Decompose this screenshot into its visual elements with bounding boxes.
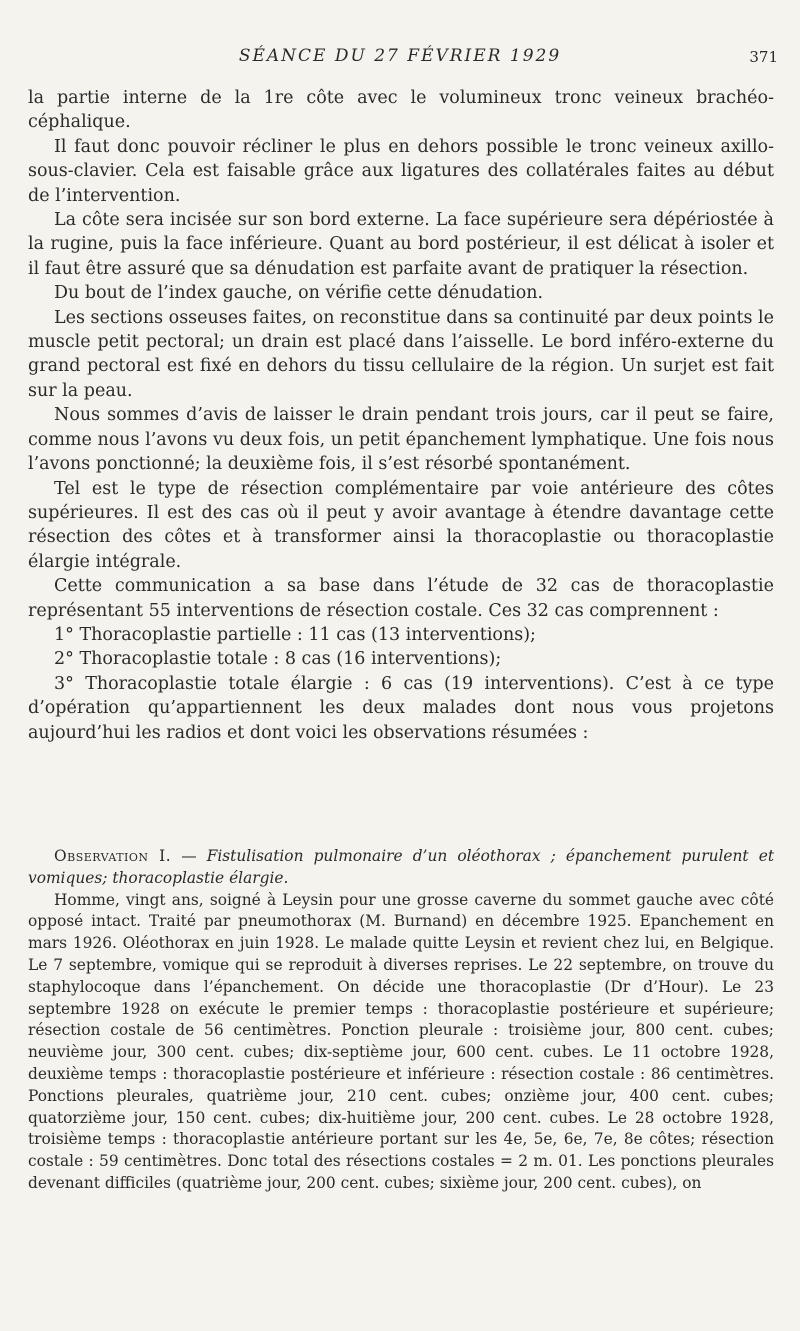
paragraph: la partie interne de la 1re côte avec le volumineux tronc veineux brachéo-céphalique. <box>28 88 774 133</box>
page-number: 371 <box>749 48 778 66</box>
paragraph: Tel est le type de résection complémentaire par voie antérieure des côtes supérieures. Il est des cas où il peut y avoir avantage à étendre davantage cette résection des côtes et à transformer ainsi la thoracoplastie ou thoracoplastie élargie intégrale. <box>28 478 774 572</box>
running-title: SÉANCE DU 27 FÉVRIER 1929 <box>238 46 562 66</box>
paragraph: Du bout de l’index gauche, on vérifie cette dénudation. <box>54 283 544 304</box>
observation-text: Homme, vingt ans, soigné à Leysin pour une grosse caverne du sommet gauche avec côté opposé intact. Traité par pneumothorax (M. Burnand) en décembre 1925. Epanchement en mars 1926. Oléothorax en juin 1928. Le malade quitte Leysin et revient chez lui, en Belgique. Le 7 septembre, vomique qui se reproduit à diverses reprises. Le 22 septembre, on trouve du staphylocoque dans l’épanchement. On décide une thoracoplastie (Dr d’Hour). Le 23 septembre 1928 on exécute le premier temps : thoracoplastie postérieure et supérieure; résection costale de 56 centimètres. Ponction pleurale : troisième jour, 800 cent. cubes; neuvième jour, 300 cent. cubes; dix-septième jour, 600 cent. cubes. Le 11 octobre 1928, deuxième temps : thoracoplastie postérieure et inférieure : résection costale : 86 centimètres. Ponctions pleurales, quatrième jour, 210 cent. cubes; onzième jour, 400 cent. cubes; quatorzième jour, 150 cent. cubes; dix-huitième jour, 200 cent. cubes. Le 28 octobre 1928, troisième temps : thoracoplastie antérieure portant sur les 4e, 5e, 6e, 7e, 8e côtes; résection costale : 59 centimètres. Donc total des résections costales = 2 m. 01. Les ponctions pleurales devenant difficiles (quatrième jour, 200 cent. cubes; sixième jour, 200 cent. cubes), on <box>28 890 774 1192</box>
paragraph: Cette communication a sa base dans l’étude de 32 cas de thoracoplastie représentant 55 interventions de résection costale. Ces 32 cas comprennent : <box>28 576 774 621</box>
paragraph: Nous sommes d’avis de laisser le drain pendant trois jours, car il peut se faire, comme nous l’avons vu deux fois, un petit épanchement lymphatique. Une fois nous l’avons ponctionné; la deuxième fois, il s’est résorbé spontanément. <box>28 405 774 475</box>
paragraph: Il faut donc pouvoir récliner le plus en dehors possible le tronc veineux axillo-sous-clavier. Cela est faisable grâce aux ligatures des collatérales faites au début de l’intervention. <box>28 136 774 206</box>
paragraph: La côte sera incisée sur son bord externe. La face supérieure sera dépériostée à la rugine, puis la face inférieure. Quant au bord postérieur, il est délicat à isoler et il faut être assuré que sa dénudation est parfaite avant de pratiquer la résection. <box>28 210 774 279</box>
list-item: 1° Thoracoplastie partielle : 11 cas (13 interventions); <box>54 624 536 645</box>
observation-heading <box>28 846 774 890</box>
main-text <box>28 86 774 745</box>
observation-dash: — <box>171 847 207 865</box>
observation-title: Fistulisation pulmonaire d’un oléothorax ; épanchement purulent et vomiques; thoracoplastie élargie. <box>28 847 775 887</box>
page-header <box>0 42 800 72</box>
observation-label: Observation I. <box>54 847 172 865</box>
list-item: 2° Thoracoplastie totale : 8 cas (16 interventions); <box>54 649 502 670</box>
observation-section <box>28 846 774 1195</box>
paragraph: Les sections osseuses faites, on reconstitue dans sa continuité par deux points le muscle petit pectoral; un drain est placé dans l’aisselle. Le bord inféro-externe du grand pectoral est fixé en dehors du tissu cellulaire de la région. Un surjet est fait sur la peau. <box>28 307 774 401</box>
list-item: 3° Thoracoplastie totale élargie : 6 cas (19 interventions). C’est à ce type d’opération qu’appartiennent les deux malades dont nous vous projetons aujourd’hui les radios et dont voici les observations résumées : <box>28 673 774 743</box>
